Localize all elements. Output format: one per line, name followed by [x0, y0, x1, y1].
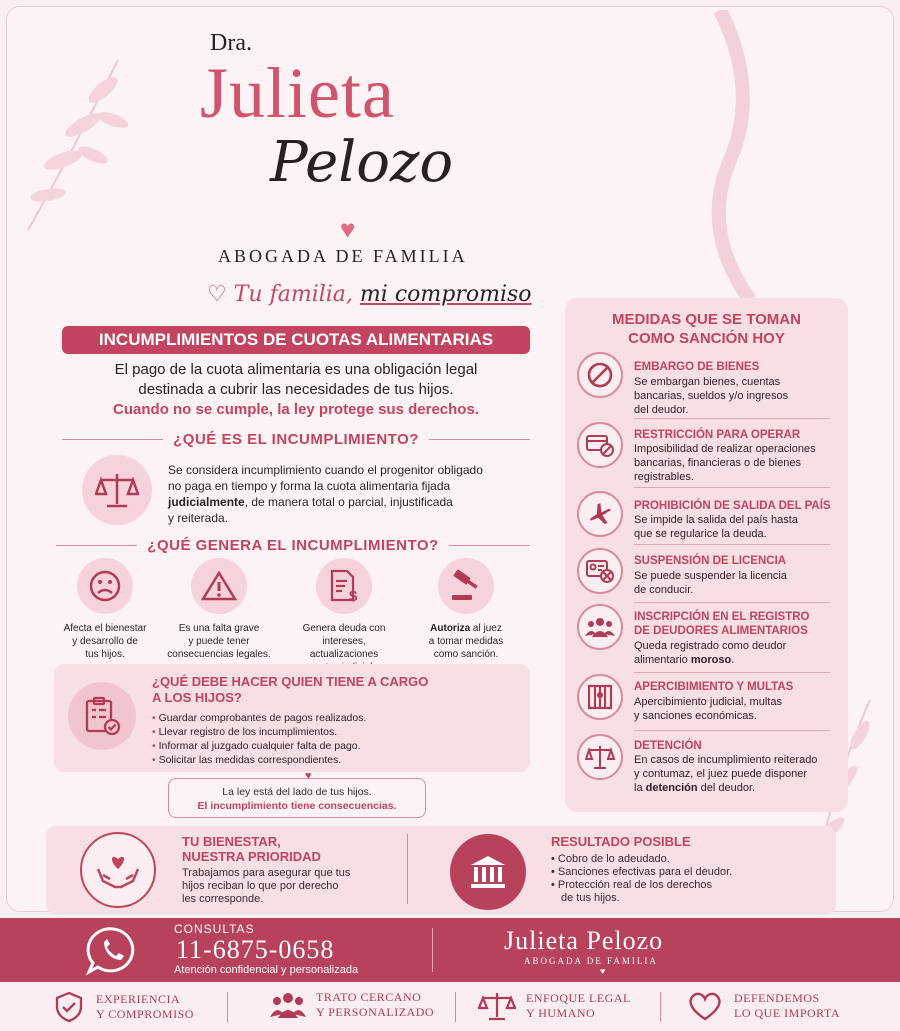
intro-text	[62, 360, 530, 420]
tagline-part-a: Tu familia,	[233, 282, 353, 307]
genera-caption-line: y desarrollo de	[72, 636, 138, 647]
genera-caption-bold: Autoriza	[430, 623, 471, 634]
medidas-title	[565, 310, 848, 348]
law-line-1: La ley está del lado de tus hijos.	[222, 786, 372, 798]
divider	[634, 730, 830, 731]
intro-line-2: destinada a cubrir las necesidades de tus hijos.	[138, 381, 454, 398]
todo-list-item: • Informar al juzgado cualquier falta de pago.	[152, 739, 366, 753]
section-genera-heading	[56, 537, 530, 554]
todo-box	[54, 664, 530, 772]
resultado-title: RESULTADO POSIBLE	[551, 834, 691, 849]
medida-desc: Imposibilidad de realizar operaciones bancarias, financieras o de bienes registrables.	[634, 443, 816, 483]
que-es-bold: judicialmente	[168, 495, 245, 509]
jail-bars-icon	[577, 674, 623, 720]
value-item	[52, 990, 194, 1024]
resultado-item: Sanciones efectivas para el deudor.	[557, 866, 733, 878]
genera-caption-line: Genera deuda con	[302, 623, 386, 634]
genera-item	[164, 558, 274, 661]
value-label: Y HUMANO	[526, 1006, 596, 1020]
consultas-note: Atención confidencial y personalizada	[174, 964, 359, 976]
divider	[634, 487, 830, 488]
divider	[634, 672, 830, 673]
genera-caption-line: a tomar medidas	[428, 636, 504, 647]
scales-icon	[577, 734, 623, 780]
que-es-line-3: , de manera total o parcial, injustificada	[244, 495, 453, 509]
genera-caption-line: intereses, actualizaciones	[309, 636, 379, 660]
divider	[432, 928, 433, 972]
title-prefix: Dra.	[210, 30, 252, 56]
genera-item	[411, 558, 521, 661]
intro-line-1: El pago de la cuota alimentaria es una obligación legal	[114, 361, 478, 378]
prohibited-icon	[577, 352, 623, 398]
todo-title-line-2: A LOS HIJOS?	[152, 690, 242, 705]
que-es-line-1: Se considera incumplimiento cuando el progenitor obligado	[168, 463, 483, 477]
genera-caption-line: tus hijos.	[85, 649, 125, 660]
value-label: Y COMPROMISO	[96, 1007, 194, 1021]
que-es-title: ¿QUÉ ES EL INCUMPLIMIENTO?	[173, 431, 419, 448]
value-item	[270, 990, 434, 1020]
section-que-es-heading	[62, 431, 530, 448]
genera-caption-line: consecuencias legales.	[167, 649, 271, 660]
resultado-list: • Cobro de lo adeudado. • Sanciones efectivas para el deudor. • Protección real de los derechos de tus hijos.	[551, 853, 733, 904]
scales-icon	[478, 990, 516, 1022]
genera-item	[289, 558, 399, 674]
divider	[227, 992, 228, 1022]
law-line-2: El incumplimiento tiene consecuencias.	[197, 800, 397, 812]
todo-list	[152, 711, 366, 767]
genera-item	[50, 558, 160, 661]
card-blocked-icon	[577, 422, 623, 468]
phone-number-link[interactable]: 11-6875-0658	[176, 935, 335, 964]
intro-strong: Cuando no se cumple, la ley protege sus derechos.	[113, 401, 479, 418]
heart-outline-icon	[686, 990, 724, 1022]
tagline: ♡ Tu familia, mi compromiso	[207, 282, 532, 307]
bienestar-line: hijos reciban lo que por derecho	[182, 880, 339, 892]
law-box	[168, 778, 426, 818]
medida-title: DETENCIÓN	[634, 740, 702, 752]
todo-list-item: • Solicitar las medidas correspondientes.	[152, 753, 366, 767]
genera-caption-line: como sanción.	[433, 649, 499, 660]
bienestar-line: Trabajamos para asegurar que tus	[182, 867, 351, 879]
medida-desc: Se puede suspender la licencia de conducir.	[634, 570, 787, 596]
divider	[407, 834, 408, 904]
clipboard-check-icon	[68, 682, 136, 750]
genera-caption-line: Es una falta grave	[178, 623, 260, 634]
todo-list-item: • Guardar comprobantes de pagos realizados.	[152, 711, 366, 725]
divider	[634, 418, 830, 419]
value-label: LO QUE IMPORTA	[734, 1006, 840, 1020]
medida-desc: Apercibimiento judicial, multas y sanciones económicas.	[634, 696, 782, 722]
value-label: ENFOQUE LEGAL	[526, 991, 631, 1005]
medidas-title-line-2: COMO SANCIÓN HOY	[628, 330, 785, 347]
medida-title: RESTRICCIÓN PARA OPERAR	[634, 429, 801, 441]
medida-desc: Queda registrado como deudor alimentario moroso.	[634, 640, 787, 666]
people-group-icon	[577, 604, 623, 650]
hands-heart-icon	[80, 832, 156, 908]
ribbon-decoration-icon	[690, 10, 780, 300]
bienestar-title	[182, 834, 321, 864]
small-heart-icon: ♥	[305, 770, 312, 782]
value-label: Y PERSONALIZADO	[316, 1005, 435, 1019]
tagline-part-b: mi compromiso	[359, 282, 532, 307]
divider	[455, 992, 456, 1022]
heart-icon: ♥	[600, 966, 606, 976]
values-strip	[0, 982, 900, 1031]
footer-bar	[0, 918, 900, 982]
divider	[634, 602, 830, 603]
medida-desc: Se impide la salida del país hasta que se regularice la deuda.	[634, 514, 798, 540]
que-es-text	[168, 462, 528, 526]
value-item	[478, 990, 631, 1022]
invoice-dollar-icon	[316, 558, 372, 614]
medida-title: APERCIBIMIENTO Y MULTAS	[634, 681, 794, 693]
whatsapp-icon[interactable]	[84, 925, 142, 977]
medida-title: SUSPENSIÓN DE LICENCIA	[634, 555, 787, 567]
warning-icon	[191, 558, 247, 614]
bienestar-title-line-2: NUESTRA PRIORIDAD	[182, 849, 321, 864]
courthouse-icon	[450, 834, 526, 910]
consultas-label: CONSULTAS	[174, 922, 255, 936]
medida-title: INSCRIPCIÓN EN EL REGISTRO DE DEUDORES ALIMENTARIOS	[634, 611, 810, 637]
divider	[660, 992, 661, 1022]
que-es-line-4: y reiterada.	[168, 511, 229, 525]
first-name: Julieta	[200, 53, 395, 133]
todo-title	[152, 674, 428, 706]
resultado-item-cont: de tus hijos.	[561, 892, 620, 904]
value-label: EXPERIENCIA	[96, 992, 181, 1006]
genera-caption-line: al juez	[470, 623, 502, 634]
bienestar-text	[182, 867, 350, 906]
section-banner: INCUMPLIMIENTOS DE CUOTAS ALIMENTARIAS	[62, 326, 530, 354]
leaf-branch-left-icon	[8, 40, 138, 240]
airplane-icon	[577, 491, 623, 537]
genera-title: ¿QUÉ GENERA EL INCUMPLIMIENTO?	[147, 537, 439, 554]
todo-title-line-1: ¿QUÉ DEBE HACER QUIEN TIENE A CARGO	[152, 674, 429, 689]
que-es-line-2: no paga en tiempo y forma la cuota alimentaria fijada	[168, 479, 451, 493]
svg-text:$: $	[349, 588, 358, 604]
todo-list-item: • Llevar registro de los incumplimientos.	[152, 725, 366, 739]
divider	[634, 544, 830, 545]
bottom-band	[46, 826, 836, 914]
people-group-icon	[270, 990, 306, 1020]
medidas-title-line-1: MEDIDAS QUE SE TOMAN	[612, 311, 801, 328]
bienestar-line: les corresponde.	[182, 893, 264, 905]
medida-title: PROHIBICIÓN DE SALIDA DEL PAÍS	[634, 500, 831, 512]
footer-brand-sub: ABOGADA DE FAMILIA	[524, 956, 658, 966]
genera-caption-line: Afecta el bienestar	[63, 623, 147, 634]
medida-title: EMBARGO DE BIENES	[634, 361, 760, 373]
last-name: Pelozo	[270, 130, 454, 195]
resultado-item: Cobro de lo adeudado.	[557, 853, 670, 865]
scales-icon	[82, 455, 152, 525]
medidas-panel	[565, 298, 848, 812]
gavel-icon	[438, 558, 494, 614]
license-blocked-icon	[577, 548, 623, 594]
sad-face-icon	[77, 558, 133, 614]
heart-icon: ♥	[340, 214, 356, 244]
medida-desc: Se embargan bienes, cuentas bancarias, sueldos y/o ingresos del deudor.	[634, 376, 789, 416]
resultado-item: Protección real de los derechos	[557, 879, 713, 891]
value-item	[686, 990, 840, 1022]
value-label: DEFENDEMOS	[734, 991, 820, 1005]
genera-caption-line: y puede tener	[188, 636, 250, 647]
shield-check-icon	[52, 990, 86, 1024]
role-title: ABOGADA DE FAMILIA	[218, 246, 468, 266]
bienestar-title-line-1: TU BIENESTAR,	[182, 834, 281, 849]
footer-brand: Julieta Pelozo	[504, 926, 664, 955]
value-label: TRATO CERCANO	[316, 990, 422, 1004]
medida-desc: En casos de incumplimiento reiterado y contumaz, el juez puede disponer la detención del deudor.	[634, 754, 818, 794]
